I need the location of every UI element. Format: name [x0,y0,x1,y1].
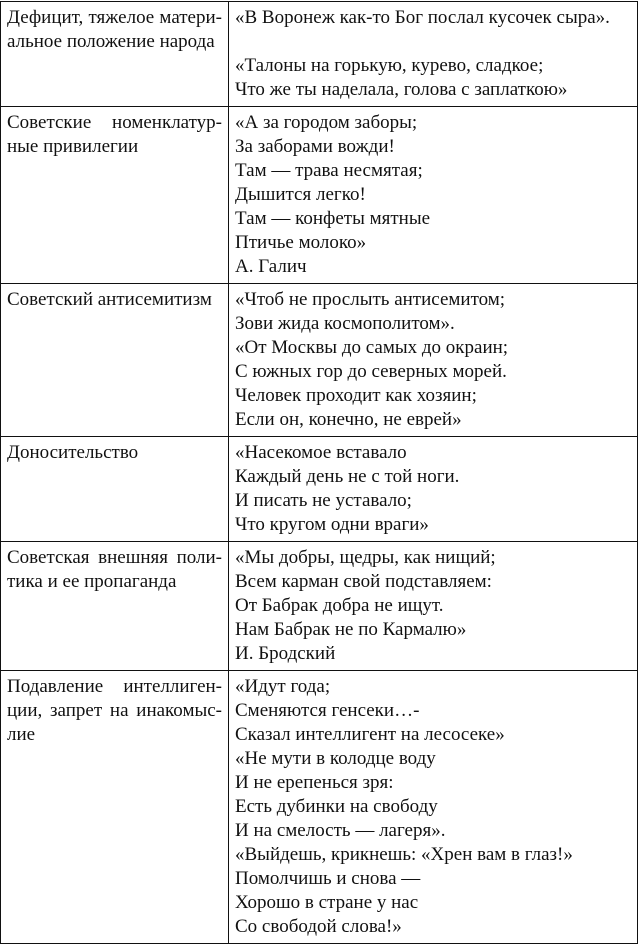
topic-text-line: альное положение народа [7,31,215,52]
quote-text-line: Каждый день не с той ноги. [235,466,460,487]
quote-text-line: Нам Бабрак не по Кармалю» [235,619,467,640]
topic-text-line: лие [7,724,36,745]
topic-text-line: Подавление интеллиген- [7,676,222,697]
quote-text-line: Дышится легко! [235,184,366,205]
quote-text-line: Птичье молоко» [235,232,367,253]
topic-cell [1,437,229,542]
quote-text-line: «Талоны на горькую, курево, сладкое; [235,55,544,76]
quote-text-line: «Мы добры, щедры, как нищий; [235,547,496,568]
quote-text-line: Человек проходит как хозяин; [235,385,477,406]
quote-text-line: Зови жида космополитом». [235,313,455,334]
table-row [1,671,638,944]
quote-cell [229,671,638,944]
table-row [1,2,638,107]
quote-text-line: Со свободой слова!» [235,916,402,937]
table-row [1,107,638,284]
topic-text-line: Советская внешняя поли- [7,547,222,568]
quote-text-line: Помолчишь и снова — [235,868,421,889]
quote-text-line: «Выйдешь, крикнешь: «Хрен вам в глаз!» [235,844,573,865]
quote-text-line: «От Москвы до самых до окраин; [235,337,509,358]
quote-text-line: За заборами вожди! [235,136,395,157]
quote-text-line: Сменяются генсеки…- [235,700,420,721]
topic-text-line: Советские номенклатур- [7,112,222,133]
table-row [1,284,638,437]
quote-cell [229,542,638,671]
topic-text-line: тика и ее пропаганда [7,571,177,592]
quote-text-line: Там — конфеты мятные [235,208,431,229]
quote-text-line: С южных гор до северных морей. [235,361,507,382]
topic-text-line: Дефицит, тяжелое матери- [7,7,222,28]
quote-text-line: «В Воронеж как-то Бог послал кусочек сыра». [235,7,610,28]
topic-cell [1,107,229,284]
topic-text-line: ные привилегии [7,136,139,157]
quote-text-line: «Насекомое вставало [235,442,407,463]
quote-text-line: Если он, конечно, не еврей» [235,409,462,430]
table-row [1,437,638,542]
table-body [1,2,638,944]
quote-cell [229,437,638,542]
quote-cell [229,284,638,437]
themes-quotes-table [0,1,638,944]
quote-text-line: Всем карман свой подставляем: [235,571,492,592]
quote-text-line: И на смелость — лагеря». [235,820,446,841]
quote-text-line: Сказал интеллигент на лесосеке» [235,724,505,745]
quote-text-line: Там — трава несмятая; [235,160,423,181]
quote-text-line: И писать не уставало; [235,490,412,511]
topic-cell [1,542,229,671]
quote-cell [229,2,638,107]
quote-text-line: А. Галич [235,256,307,277]
quote-text-line: «Не мути в колодце воду [235,748,436,769]
topic-text-line: Доносительство [7,442,139,463]
quote-text-line [235,30,631,54]
topic-cell [1,284,229,437]
quote-text-line: «Идут года; [235,676,331,697]
quote-text-line: Что же ты наделала, голова с заплаткою» [235,79,568,100]
quote-text-line: Хорошо в стране у нас [235,892,419,913]
topic-cell [1,2,229,107]
quote-text-line: «А за городом заборы; [235,112,418,133]
quote-text-line: «Чтоб не прослыть антисемитом; [235,289,506,310]
quote-text-line: И. Бродский [235,643,336,664]
table-row [1,542,638,671]
topic-cell [1,671,229,944]
quote-text-line: От Бабрак добра не ищут. [235,595,444,616]
quote-cell [229,107,638,284]
quote-text-line: Есть дубинки на свободу [235,796,438,817]
quote-text-line: И не ерепенься зря: [235,772,394,793]
topic-text-line: Советский антисемитизм [7,289,212,310]
quote-text-line: Что кругом одни враги» [235,514,429,535]
topic-text-line: ции, запрет на инакомыс- [7,700,222,721]
